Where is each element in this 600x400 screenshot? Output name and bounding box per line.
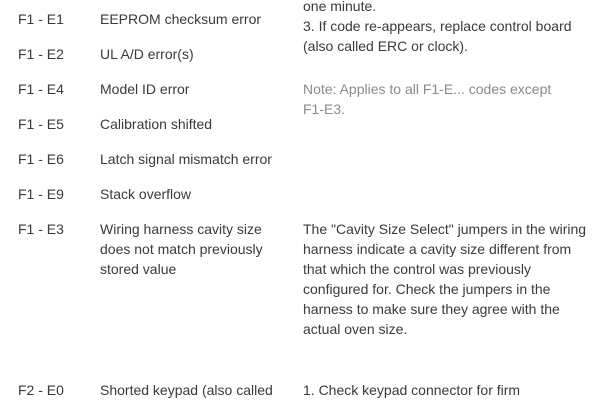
action-line: 3. If code re-appears, replace control board: [303, 18, 572, 34]
action-line: harness to make sure they agree with the: [303, 301, 560, 317]
error-code: F1 - E2: [18, 46, 64, 62]
note-text: [303, 79, 551, 119]
corrective-action: [303, 0, 572, 56]
action-line: harness indicate a cavity size different from: [303, 241, 572, 257]
error-description: [100, 219, 263, 279]
description-line: does not match previously: [100, 241, 263, 257]
note-line: F1-E3.: [303, 101, 346, 117]
error-description: EEPROM checksum error: [100, 11, 262, 27]
action-line: The "Cavity Size Select" jumpers in the wiring: [303, 221, 587, 237]
action-line: actual oven size.: [303, 321, 408, 337]
error-description: Model ID error: [100, 81, 190, 97]
error-code: F1 - E6: [18, 151, 64, 167]
error-description: Stack overflow: [100, 186, 192, 202]
action-line: one minute.: [303, 0, 377, 14]
error-code: F1 - E4: [18, 81, 64, 97]
error-description: UL A/D error(s): [100, 46, 194, 62]
corrective-action: [303, 219, 586, 339]
description-line: stored value: [100, 261, 177, 277]
error-code: F2 - E0: [18, 382, 64, 398]
description-line: Wiring harness cavity size: [100, 221, 262, 237]
action-line: configured for. Check the jumpers in the: [303, 281, 551, 297]
error-description: Latch signal mismatch error: [100, 151, 272, 167]
action-line: (also called ERC or clock).: [303, 38, 468, 54]
error-code: F1 - E5: [18, 116, 64, 132]
note-line: Note: Applies to all F1-E... codes except: [303, 81, 552, 97]
error-code: F1 - E1: [18, 11, 64, 27]
error-code: F1 - E3: [18, 221, 64, 237]
error-code: F1 - E9: [18, 186, 64, 202]
error-description: Shorted keypad (also called: [100, 382, 273, 398]
corrective-action: 1. Check keypad connector for firm: [303, 382, 521, 398]
action-line: that which the control was previously: [303, 261, 531, 277]
error-description: Calibration shifted: [100, 116, 213, 132]
